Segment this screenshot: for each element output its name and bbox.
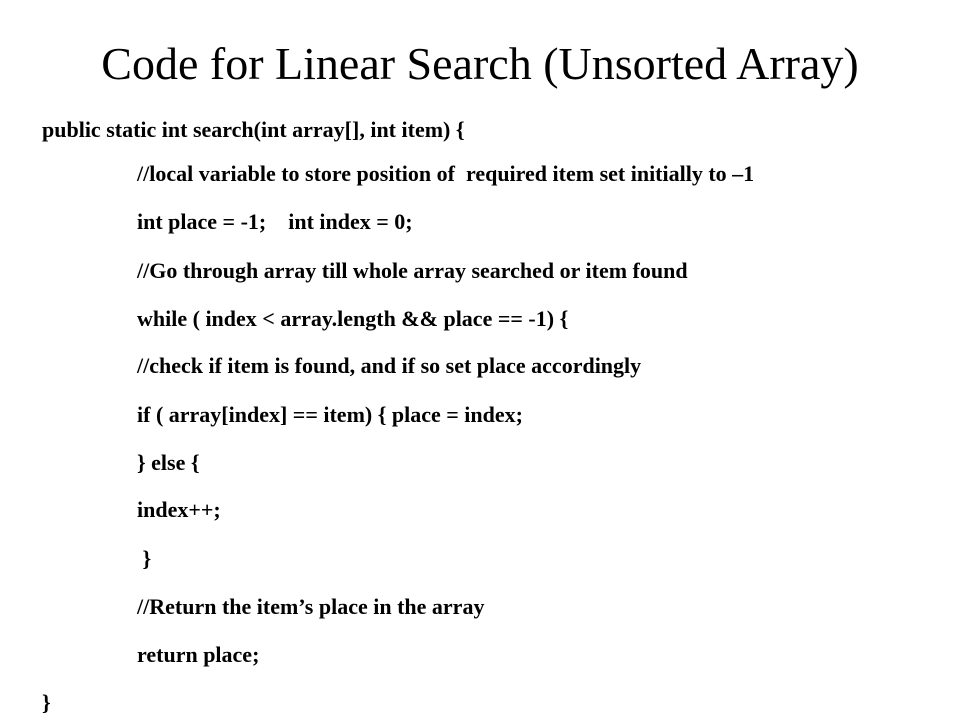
code-line-comment-check: //check if item is found, and if so set place accordingly: [137, 353, 642, 378]
code-line-increment: index++;: [137, 497, 221, 522]
code-line-declarations: int place = -1; int index = 0;: [137, 209, 413, 234]
code-line-return: return place;: [137, 642, 260, 667]
code-line-comment-local-variable: //local variable to store position of required item set initially to –1: [137, 161, 755, 186]
code-line-comment-loop: //Go through array till whole array searched or item found: [137, 258, 688, 283]
code-line-if: if ( array[index] == item) { place = index;: [137, 402, 523, 427]
code-line-close-brace-inner: }: [137, 546, 152, 571]
code-line-comment-return: //Return the item’s place in the array: [137, 594, 485, 619]
code-line-else: } else {: [137, 450, 200, 475]
code-line-signature: public static int search(int array[], int item) {: [42, 117, 465, 142]
slide-title: Code for Linear Search (Unsorted Array): [101, 38, 859, 89]
code-line-close-brace-outer: }: [42, 690, 51, 715]
code-line-while: while ( index < array.length && place == -1) {: [137, 306, 569, 331]
